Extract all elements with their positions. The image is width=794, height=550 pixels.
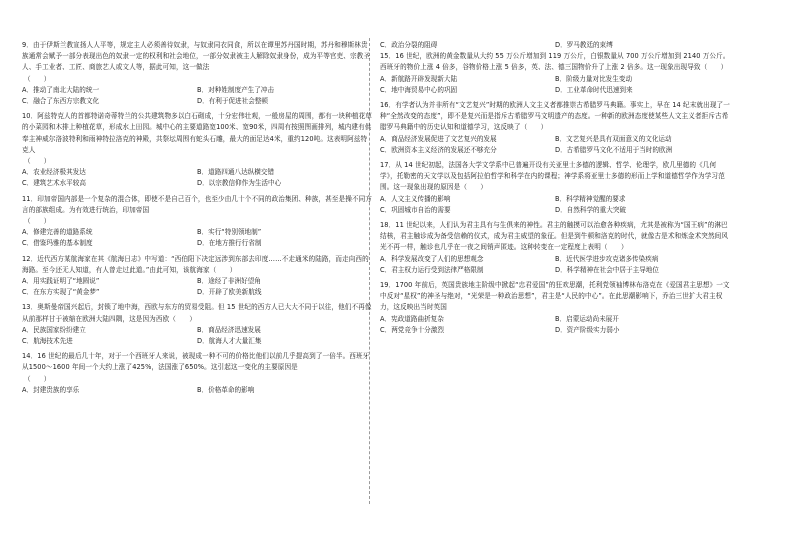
question-text: 9．由于伊斯兰教宣扬人人平等，规定主人必须善待奴隶，与奴隶同衣同食，所以在谭里苏丹国时期，苏丹和穆斯林贵族通常会赋予一部分表现出色的奴隶一定的权利和社会地位，一部分奴隶被主人解除奴隶身份，成为平等官吏、宗教圣人、手工业者、工匠、商旅艺人或文人等，据此可知，这一做法: [22, 41, 371, 72]
question-text: 15．16 世纪，欧洲的黄金数量从大约 55 万公斤增加到 119 万公斤，白银数量从 700 万公斤增加到 2140 万公斤。西班牙的物价上涨 4 倍多，谷物价格上涨 5 倍多，英、法、德三国物价升了上涨 2 倍多。这一现象出现导致（ ）: [380, 52, 730, 72]
option-d: D．在地方推行行省制: [197, 239, 262, 248]
question-19: [380, 280, 732, 336]
option-d: D．罗马教廷的束缚: [555, 41, 613, 49]
question-text: 19．1700 年前后，英国贵族地主阶级中掀起“忠君爱国”的狂欢思潮，托利党领袖博林布洛克在《爱国君主思想》一文中反对“星权”的神圣与绝对，“光荣是一种政治思想”，君主是“人民的中心”。在此思潮影响下，乔治三世扩大君主权力，这反映出当时英国: [380, 281, 730, 312]
answer-paren: （ ）: [24, 374, 51, 383]
option-d: D．工业革命时代迅速到来: [555, 85, 633, 94]
answer-paren: （ ）: [24, 74, 51, 83]
question-15: [380, 51, 732, 96]
option-a: A．修建完善的道路系统: [22, 228, 93, 237]
option-d: D．开辟了欧美新航线: [197, 288, 262, 297]
option-c: C．欧洲资本主义经济的发展还不够充分: [380, 145, 497, 154]
option-b: B．科学精神觉醒的要求: [555, 194, 626, 203]
option-d: D．有利于促进社会整顿: [197, 97, 269, 106]
question-17: [380, 160, 732, 216]
question-10: [22, 111, 372, 189]
option-a: A．人文主义传播的影响: [380, 194, 451, 203]
question-16: [380, 100, 732, 156]
question-13: [22, 302, 372, 347]
option-b: B．对种姓制度产生了冲击: [197, 85, 275, 94]
left-column: [22, 40, 372, 396]
option-b: B．道路四通八达纵横交错: [197, 168, 275, 177]
question-text: 14．16 世纪的最后几十年，对于一个西班牙人来说，被现成一种不可的价格比他们以前几乎提高到了一倍半。西班牙从1500～1600 年间一个大约上涨了425%，法国涨了650%。这引起这一变化的主要原因是: [22, 352, 370, 372]
answer-paren: （ ）: [24, 217, 51, 226]
option-d: D．以宗教信仰作为生活中心: [197, 179, 282, 188]
question-text: 10．阿兹特克人的首都特诺奇蒂特兰的公共建筑物多以白石砌成，十分宏伟壮观，一般房屋的周围，都有一块种植花草的小菜园和木排上种植花草，形成水上田园。城中心的主要道路宽100米、宽90米，四周有按照图画排列，城内建有供奉主神威尔洛波特利和雨神特拉洛克的神殿，共祭坛周围有蛇头石雕，最大的面足达4米，重约120吨。这表明阿兹特克人: [22, 112, 372, 154]
option-c: C．借鉴玛雅的基本制度: [22, 239, 93, 248]
option-b: B．文艺复兴是具有双面意义的文化运动: [555, 134, 672, 143]
option-b: B．实行“特别领地制”: [197, 228, 262, 237]
question-11: [22, 194, 372, 250]
option-a: A．封建贵族的享乐: [22, 385, 80, 394]
question-text: 16．有学者认为并非所有“文艺复兴”时期的欧洲人文主义者都推崇古希腊罗马典籍。事实上，早在 14 纪末就出现了一种“全然改变的态度”，即不是复兴而是指斥古希腊罗马文明遗产的态度。一种新的欧洲态度使某些人文主义者拒斥古希腊罗马典籍中的历史认知和道德学习，这反映了（ ）: [380, 101, 730, 132]
option-c: C．建筑艺术水平较高: [22, 179, 86, 188]
option-a: A．宪政道路曲折复杂: [380, 314, 444, 323]
question-text: 17．从 14 世纪初起，法国各大学文学系中已普遍开设有关亚里士多德的逻辑、哲学、伦理学，欧几里德的《几何学》，托勒密的天文学以及包括阿拉伯哲学和科学在内的课程；神学系将亚里士多德的形而上学和道德哲学作为学习范围。这一现象出现的原因是（ ）: [380, 161, 725, 192]
option-d: D．自然科学的重大突破: [555, 205, 627, 214]
option-b: B．价格革命的影响: [197, 385, 255, 394]
question-text: 12．近代西方某航海家在其《航海日志》中写道：“西伯阳下决定远涉到东部去印度……不走通米的陆路，而走向西的海路。至今还无人知道，有人曾走过此道。”由此可知，该航海家（ ）: [22, 254, 369, 274]
option-c: C．融合了东西方宗教文化: [22, 97, 100, 106]
option-d: D．资产阶级实力弱小: [555, 325, 620, 334]
question-text: 11．印加帝国内部是一个复杂的混合体，即使不是自己百个，也至少由几十个不同的政治集团、种族，甚至是操不同方言的部族组成。为有效进行统治，印加帝国: [22, 194, 372, 214]
option-d: D．古希腊罗马文化不适用于当时的欧洲: [555, 145, 673, 154]
answer-paren: （ ）: [24, 157, 51, 166]
option-a: A．用实践证明了“地圆说”: [22, 277, 100, 286]
question-14: [22, 351, 372, 396]
option-c: C．航海技术先进: [22, 337, 73, 346]
option-a: A．农业经济极其发达: [22, 168, 86, 177]
question-text: 13．奥斯曼帝国兴起后，封锁了地中海，西欧与东方的贸易受阻。但 15 世纪的西方人已大大不同于以往，他们不再像从前那样甘于被缩在欧洲大陆四隅，这是因为西欧（ ）: [22, 303, 372, 323]
option-c: C．君主权力运行受到法律严格限制: [380, 265, 484, 274]
option-b: B．商品经济迅速发展: [197, 325, 261, 334]
option-b: B．阶级力量对比发生变动: [555, 74, 633, 83]
option-b: B．启蒙运动尚未展开: [555, 314, 619, 323]
right-column: [380, 40, 732, 336]
option-c: C．巩固城市自治的需要: [380, 205, 451, 214]
question-9: [22, 40, 372, 107]
question-14-continued: [380, 40, 732, 51]
option-c: C．两党竞争十分激烈: [380, 325, 444, 334]
question-12: [22, 254, 372, 299]
option-b: B．近代医学进步攻克诸多传染疾病: [555, 254, 659, 263]
option-d: D．航海人才大量汇集: [197, 337, 262, 346]
option-a: A．科学发展改变了人们的思想观念: [380, 254, 484, 263]
question-18: [380, 220, 732, 276]
option-d: D．科学精神在社会中居于主导地位: [555, 265, 659, 274]
option-b: B．途经了非洲好望角: [197, 277, 261, 286]
question-text: 18．11 世纪以来，人们认为君主具有与生俱来的神性。君主的触摸可以治愈各种疾病，尤其是被称为“国王病”的淋巴结核，君主触诊成为备受信赖的仪式，成为君主威望的象征。但是到牛顿和洛克的时代，就像古是术和炼金术突然间风光不再一样，触诊也几乎在一夜之间销声匿迹。这种转变在一定程度上表明（ ）: [380, 221, 729, 252]
option-c: C．政治分裂的阻碍: [380, 41, 438, 49]
option-c: C．地中海贸易中心的巩固: [380, 85, 458, 94]
option-a: A．推动了南北大陆的统一: [22, 85, 100, 94]
option-a: A．民族国家纷纷建立: [22, 325, 86, 334]
option-a: A．商品经济发展促进了文艺复兴的发展: [380, 134, 497, 143]
option-c: C．在东方实现了“黄金梦”: [22, 288, 100, 297]
option-a: A．新航路开辟发现新大陆: [380, 74, 458, 83]
